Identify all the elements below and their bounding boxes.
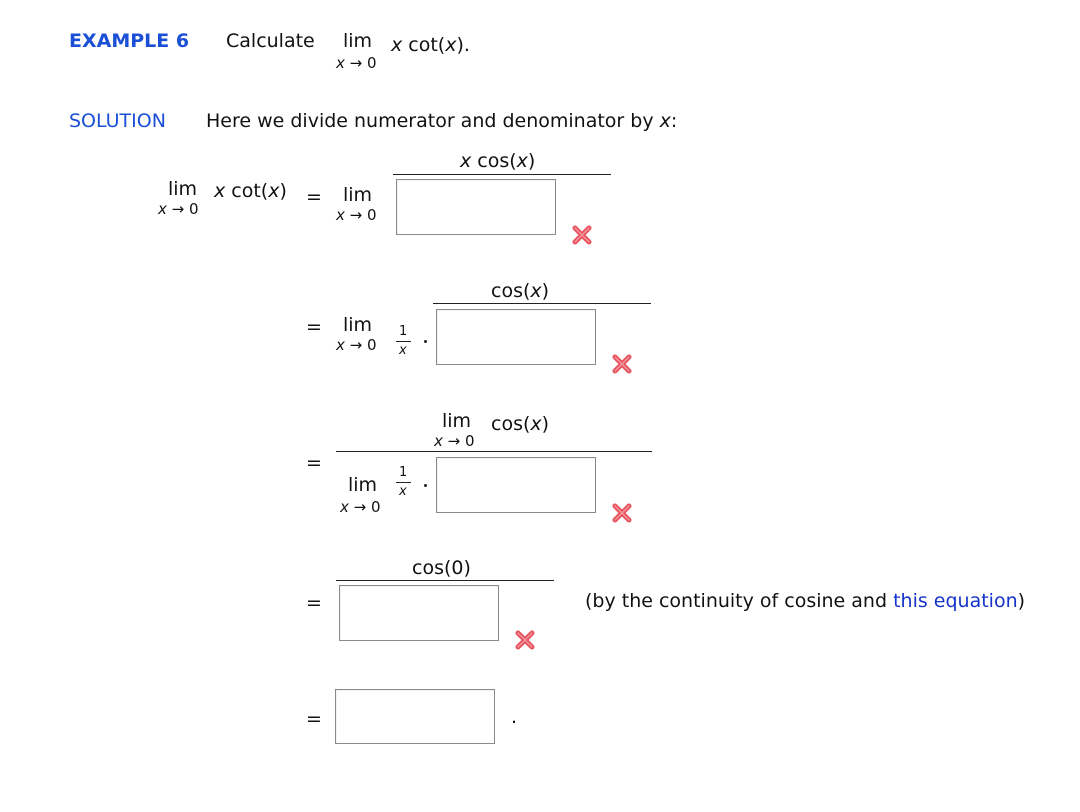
step3-fraction-bar [336, 451, 652, 452]
step1-fraction-bar [393, 174, 611, 175]
incorrect-x-icon [611, 502, 633, 524]
step1-numerator [460, 150, 535, 172]
lhs-expression [214, 180, 287, 202]
step3-equals: = [306, 452, 322, 474]
sub-rest: → 0 [166, 200, 199, 218]
example-lim-sub [336, 54, 377, 72]
example-prompt: Calculate [226, 30, 315, 52]
example-label: EXAMPLE 6 [69, 30, 190, 52]
step1-lim: lim [343, 184, 373, 206]
step2-fraction-bar [433, 303, 651, 304]
step4-numerator: cos(0) [412, 557, 471, 579]
close-paren: ) [279, 180, 287, 202]
sub-rest: → 0 [344, 54, 377, 72]
step3-denominator-input[interactable] [436, 457, 596, 513]
solution-label: SOLUTION [69, 110, 166, 132]
incorrect-x-icon [571, 224, 593, 246]
cot-text: cot( [402, 34, 446, 56]
incorrect-x-icon [514, 629, 536, 651]
continuity-note [585, 590, 1025, 612]
step4-fraction-bar [336, 580, 554, 581]
sub-var: x [336, 206, 345, 224]
step3-num-lim-sub [434, 432, 475, 450]
var-x: x [214, 180, 226, 202]
step2-equals: = [306, 316, 322, 338]
step2-lim-sub [336, 336, 377, 354]
step1-denominator-input[interactable] [396, 179, 556, 235]
close-paren: ) [541, 413, 550, 435]
step2-denominator-input[interactable] [436, 309, 596, 365]
step2-lim: lim [343, 314, 373, 336]
cot-text: cot( [225, 180, 269, 202]
step2-numerator [491, 280, 549, 302]
sub-var: x [340, 498, 349, 516]
step4-equals: = [306, 592, 322, 614]
incorrect-x-icon [611, 353, 633, 375]
final-period: . [511, 706, 518, 728]
step4-denominator-input[interactable] [339, 585, 499, 641]
note-text: (by the continuity of cosine and [585, 590, 894, 612]
var-x: x [530, 280, 542, 302]
step3-times-dot [424, 484, 427, 487]
step2-small-fraction-bar [396, 341, 411, 342]
var-x: x [460, 150, 472, 172]
step3-small-fraction-bar [396, 482, 411, 483]
step3-den-lim: lim [348, 474, 378, 496]
step1-equals: = [306, 186, 322, 208]
step2-x: x [399, 343, 407, 358]
example-expression [391, 34, 470, 56]
sub-rest: → 0 [344, 336, 377, 354]
solution-text [206, 110, 677, 132]
sub-rest: → 0 [348, 498, 381, 516]
final-equals: = [306, 708, 322, 730]
sub-var: x [158, 200, 167, 218]
step3-x: x [399, 484, 407, 499]
cos-text: cos( [491, 280, 531, 302]
step1-lim-sub [336, 206, 377, 224]
lhs-lim-sub [158, 200, 199, 218]
sub-rest: → 0 [442, 432, 475, 450]
sub-rest: → 0 [344, 206, 377, 224]
var-x: x [530, 413, 542, 435]
step2-one: 1 [399, 324, 408, 339]
sub-var: x [336, 54, 345, 72]
cos-text: cos( [491, 413, 531, 435]
example-lim: lim [343, 30, 373, 52]
close-paren: ) [541, 280, 550, 302]
solution-var: x [659, 110, 671, 132]
step3-one: 1 [399, 465, 408, 480]
cos-text: cos( [471, 150, 517, 172]
step2-times-dot [424, 340, 427, 343]
step3-den-lim-sub [340, 498, 381, 516]
sub-var: x [434, 432, 443, 450]
var-x: x [516, 150, 528, 172]
final-answer-input[interactable] [335, 689, 495, 744]
lhs-lim: lim [168, 178, 198, 200]
solution-text-before: Here we divide numerator and denominator by [206, 110, 660, 132]
solution-colon: : [670, 110, 678, 132]
note-close: ) [1017, 590, 1026, 612]
close-paren: ). [456, 34, 470, 56]
step3-num-lim: lim [442, 410, 472, 432]
sub-var: x [336, 336, 345, 354]
var-x: x [445, 34, 457, 56]
var-x: x [391, 34, 403, 56]
equation-link[interactable]: this equation [893, 590, 1018, 612]
step3-num-cos [491, 413, 549, 435]
var-x: x [268, 180, 280, 202]
close-paren: ) [527, 150, 536, 172]
